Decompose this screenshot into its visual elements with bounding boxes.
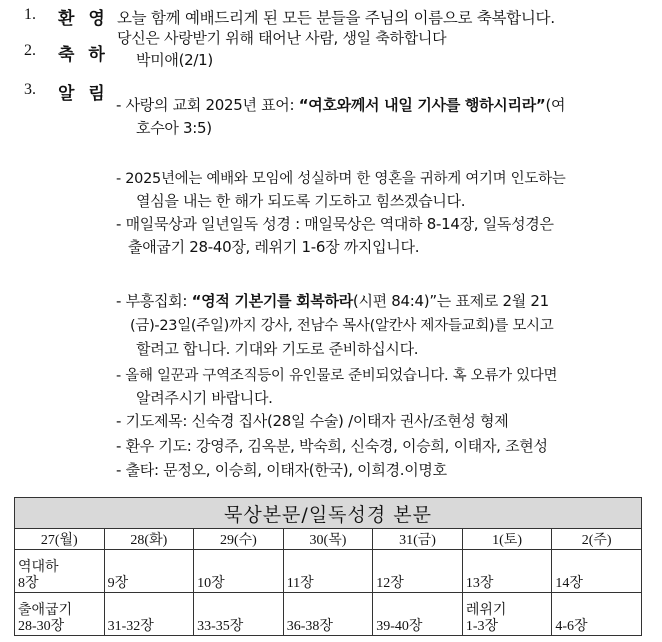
notice-workers-line1: - 올해 일꾼과 구역조직등이 유인물로 준비되었습니다. 혹 오류가 있다면 — [116, 368, 558, 384]
day-header: 27(월) — [15, 529, 105, 550]
table-cell: 4-6장 — [552, 593, 642, 636]
day-header: 29(수) — [194, 529, 284, 550]
notice-revival-line1 — [116, 290, 549, 311]
day-header: 2(주) — [552, 529, 642, 550]
birthday-name: 박미애(2/1) — [136, 51, 213, 69]
table-row — [15, 550, 642, 593]
notice-revival-suffix: (시편 84:4)”는 표제로 2월 21 — [352, 292, 549, 310]
table-cell: 36-38장 — [283, 593, 373, 636]
table-cell: 39-40장 — [373, 593, 463, 636]
table-cell: 11장 — [283, 550, 373, 593]
notice-revival-line3: 할려고 합니다. 기대와 기도로 준비하십시다. — [136, 340, 419, 358]
table-cell: 31-32장 — [104, 593, 194, 636]
table-cell: 13장 — [462, 550, 552, 593]
reading-table-title: 묵상본문/일독성경 본문 — [15, 498, 642, 529]
notice-sick-prayer: - 환우 기도: 강영주, 김옥분, 박숙희, 신숙경, 이승희, 이태자, 조현성 — [116, 437, 548, 455]
section-3-title: 알 림 — [58, 84, 109, 104]
day-header: 30(목) — [283, 529, 373, 550]
day-header: 28(화) — [104, 529, 194, 550]
notice-revival-prefix: - 부흥집회: — [116, 292, 192, 310]
day-header: 31(금) — [373, 529, 463, 550]
section-1-number: 1. — [24, 6, 36, 23]
section-2-title: 축 하 — [58, 45, 109, 65]
table-cell: 14장 — [552, 550, 642, 593]
table-cell: 33-35장 — [194, 593, 284, 636]
table-cell: 레위기 1-3장 — [462, 593, 552, 636]
notice-reading-line2: 출애굽기 28-40장, 레위기 1-6장 까지입니다. — [128, 238, 420, 256]
notice-revival-line2: (금)-23일(주일)까지 강사, 전남수 목사(알칸사 제자들교회)를 모시고 — [130, 318, 554, 334]
welcome-text: 오늘 함께 예배드리게 된 모든 분들을 주님의 이름으로 축복합니다. — [117, 9, 555, 27]
notice-away: - 출타: 문정오, 이승희, 이태자(한국), 이희경.이명호 — [116, 461, 447, 479]
reading-table — [14, 497, 642, 636]
section-3-number: 3. — [24, 81, 36, 98]
notice-goal-line1: - 2025년에는 예배와 모임에 성실하며 한 영혼을 귀하게 여기며 인도하는 — [116, 171, 566, 187]
notice-motto-suffix: (여 — [545, 96, 566, 114]
table-header-row — [15, 529, 642, 550]
table-cell: 9장 — [104, 550, 194, 593]
section-1-title: 환 영 — [58, 9, 109, 29]
section-2-number: 2. — [24, 42, 36, 59]
notice-motto-quote: “여호와께서 내일 기사를 행하시리라” — [298, 96, 546, 114]
table-cell: 12장 — [373, 550, 463, 593]
notice-motto — [116, 94, 565, 115]
table-cell: 출애굽기 28-30장 — [15, 593, 105, 636]
notice-prayer: - 기도제목: 신숙경 집사(28일 수술) /이태자 권사/조현성 형제 — [116, 412, 509, 430]
table-cell: 10장 — [194, 550, 284, 593]
notice-workers-line2: 알려주시기 바랍니다. — [136, 389, 273, 407]
table-cell: 역대하 8장 — [15, 550, 105, 593]
table-row — [15, 593, 642, 636]
birthday-text: 당신은 사랑받기 위해 태어난 사람, 생일 축하합니다 — [117, 29, 447, 47]
notice-goal-line2: 열심을 내는 한 해가 되도록 기도하고 힘쓰겠습니다. — [136, 192, 466, 210]
notice-motto-prefix: - 사랑의 교회 2025년 표어: — [116, 96, 299, 114]
notice-revival-theme: “영적 기본기를 회복하라 — [191, 292, 353, 310]
notice-reading-line1: - 매일묵상과 일년일독 성경 : 매일묵상은 역대하 8-14장, 일독성경은 — [116, 215, 554, 233]
notice-motto-line2: 호수아 3:5) — [136, 119, 212, 137]
day-header: 1(토) — [462, 529, 552, 550]
